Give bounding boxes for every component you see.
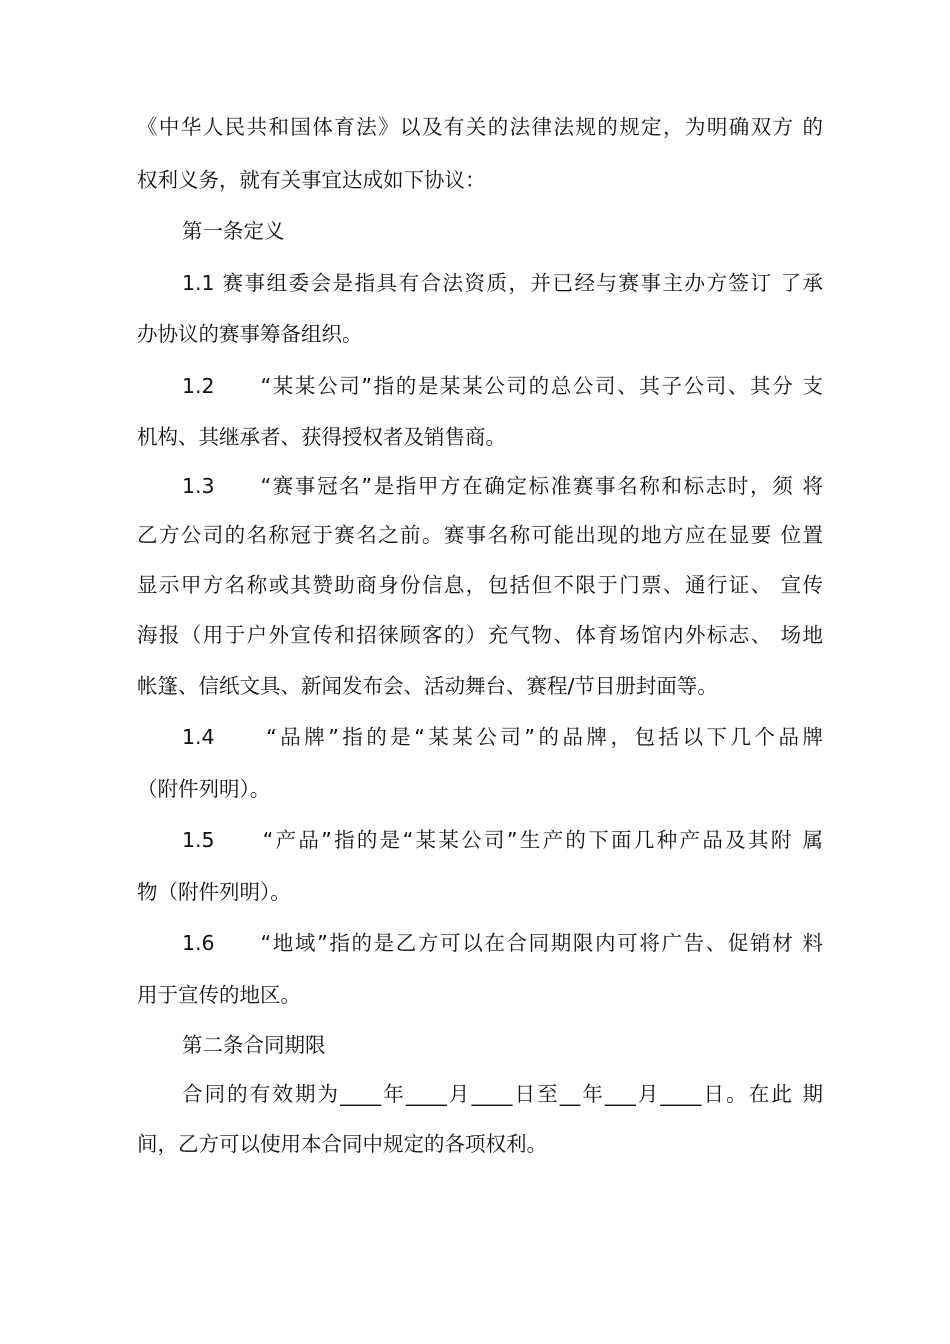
clause-1-3-line-4: 海报（用于户外宣传和招徕顾客的）充气物、体育场馆内外标志、 场地 [137, 623, 823, 647]
clause-1-3-line-2: 乙方公司的名称冠于赛名之前。赛事名称可能出现的地方应在显要 位置 [137, 523, 823, 547]
clause-1-2-line-1: 1.2 “某某公司”指的是某某公司的总公司、其子公司、其分 支 [182, 374, 823, 398]
article-1-heading: 第一条定义 [182, 219, 285, 243]
term-line-1: 合同的有效期为____年____月____日至__年___月____日。在此 期 [182, 1082, 823, 1106]
article-2-heading: 第二条合同期限 [182, 1033, 326, 1057]
clause-1-3-line-1: 1.3 “赛事冠名”是指甲方在确定标准赛事名称和标志时，须 将 [182, 474, 823, 498]
clause-1-1-line-1: 1.1 赛事组委会是指具有合法资质，并已经与赛事主办方签订 了承 [182, 271, 823, 295]
clause-1-3-line-3: 显示甲方名称或其赞助商身份信息，包括但不限于门票、通行证、 宣传 [137, 573, 823, 597]
text-line-2: 权利义务，就有关事宜达成如下协议： [137, 168, 486, 192]
clause-1-3-line-5: 帐篷、信纸文具、新闻发布会、活动舞台、赛程/节目册封面等。 [137, 674, 718, 698]
term-line-2: 间，乙方可以使用本合同中规定的各项权利。 [137, 1132, 547, 1156]
clause-1-1-line-2: 办协议的赛事筹备组织。 [137, 322, 363, 346]
clause-1-2-line-2: 机构、其继承者、获得授权者及销售商。 [137, 425, 506, 449]
clause-1-6-line-1: 1.6 “地域”指的是乙方可以在合同期限内可将广告、促销材 料 [182, 931, 823, 955]
clause-1-6-line-2: 用于宣传的地区。 [137, 983, 301, 1007]
clause-1-5-line-2: 物（附件列明）。 [137, 880, 291, 904]
clause-1-5-line-1: 1.5 “产品”指的是“某某公司”生产的下面几种产品及其附 属 [182, 828, 823, 852]
clause-1-4-line-1: 1.4 “品牌”指的是“某某公司”的品牌，包括以下几个品牌 [182, 725, 823, 749]
text-line-1: 《中华人民共和国体育法》以及有关的法律法规的规定，为明确双方 的 [137, 115, 823, 139]
clause-1-4-line-2: （附件列明）。 [137, 777, 271, 801]
